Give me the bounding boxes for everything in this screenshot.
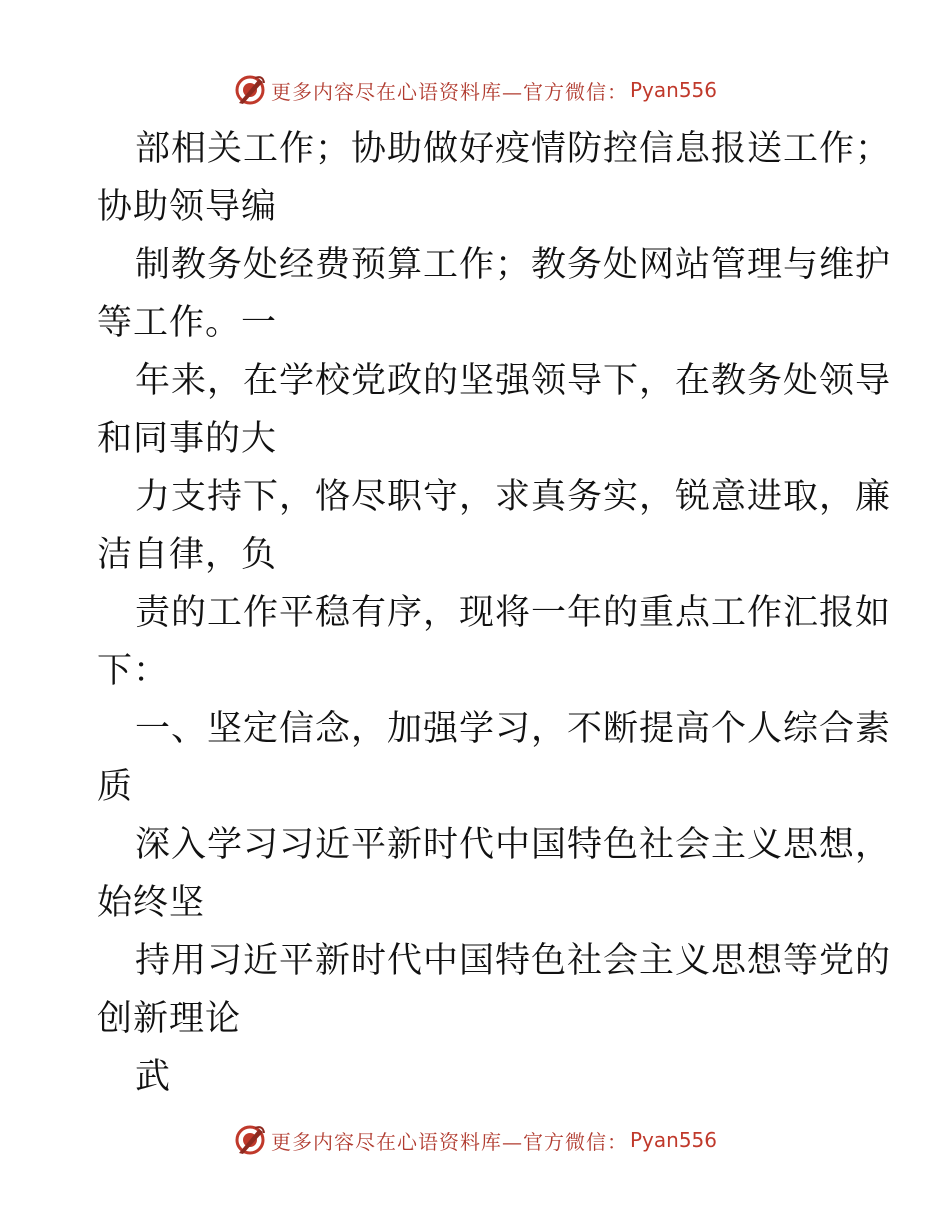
section-heading-line: 质 (97, 767, 134, 807)
text-line: 持用习近平新时代中国特色社会主义思想等党的 (135, 941, 892, 981)
text-line: 创新理论 (97, 999, 242, 1039)
text-line: 和同事的大 (97, 419, 278, 459)
text-line: 责的工作平稳有序，现将一年的重点工作汇报如 (135, 593, 892, 633)
text-line: 部相关工作；协助做好疫情防控信息报送工作； (135, 129, 892, 169)
footer-watermark (0, 1120, 950, 1160)
watermark-wechat-id: Pyan556 (629, 1128, 717, 1152)
text-line: 协助领导编 (97, 187, 278, 227)
text-line: 始终坚 (97, 883, 206, 923)
watermark-wechat-id: Pyan556 (629, 78, 717, 102)
text-line: 年来，在学校党政的坚强领导下，在教务处领导 (135, 361, 892, 401)
quill-logo-icon (233, 1123, 267, 1157)
text-line: 力支持下，恪尽职守，求真务实，锐意进取，廉 (135, 477, 892, 517)
watermark-text: 更多内容尽在心语资料库—官方微信： (270, 1129, 628, 1154)
section-heading-line: 一、坚定信念，加强学习，不断提高个人综合素 (135, 709, 892, 749)
header-watermark (0, 70, 950, 110)
watermark-text: 更多内容尽在心语资料库—官方微信： (270, 79, 628, 104)
text-line: 制教务处经费预算工作；教务处网站管理与维护 (135, 245, 892, 285)
text-line: 洁自律，负 (97, 535, 278, 575)
text-line: 武 (135, 1057, 172, 1097)
document-body (97, 120, 892, 1106)
text-line: 等工作。一 (97, 303, 278, 343)
quill-logo-icon (233, 73, 267, 107)
text-line: 深入学习习近平新时代中国特色社会主义思想， (135, 825, 892, 865)
text-line: 下： (97, 651, 170, 691)
